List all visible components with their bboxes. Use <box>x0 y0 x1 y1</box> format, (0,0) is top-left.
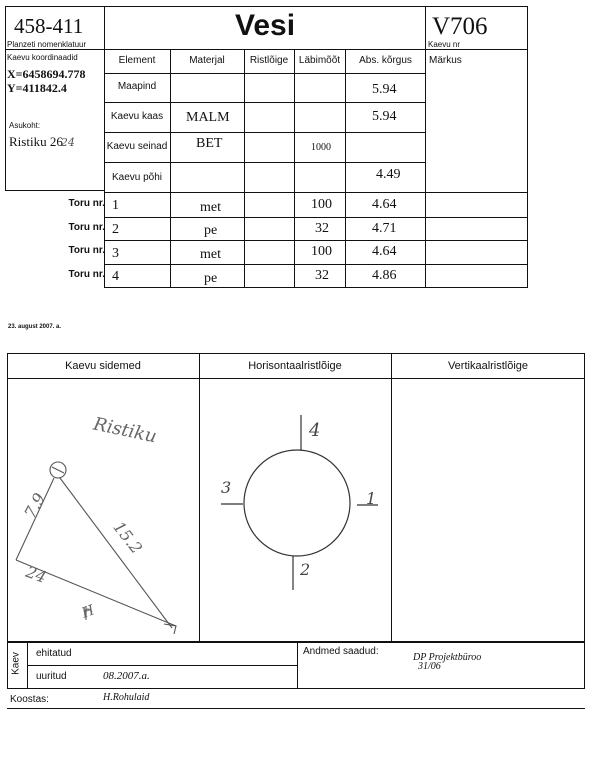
pipe-height: 4.86 <box>372 268 397 283</box>
coord-y: Y=411842.4 <box>7 81 67 95</box>
pipe-diameter: 32 <box>315 221 329 236</box>
pipe-no: 4 <box>112 269 119 284</box>
well-links-sketch <box>16 462 176 634</box>
row-element: Kaevu seinad <box>106 141 168 152</box>
footer-col-line <box>297 642 298 689</box>
date-note: 23. august 2007. a. <box>8 324 62 330</box>
col-header-diameter: Läbimõõt <box>298 55 341 66</box>
row-element: Maapind <box>117 81 157 92</box>
coords-label: Kaevu koordinaadid <box>7 53 78 62</box>
pipe-material: pe <box>204 223 218 238</box>
pipe-material: met <box>200 200 221 215</box>
well-section-circle-icon <box>244 450 350 556</box>
row-height: 5.94 <box>372 109 397 124</box>
pipe-label-bottom: 2 <box>300 560 311 579</box>
address-label: Asukoht: <box>9 121 41 130</box>
sketch-col-vertical: Vertikaalristlõige <box>447 360 529 372</box>
compiled-underline <box>7 708 585 709</box>
pipe-label: Toru nr. <box>68 198 105 209</box>
data-from-value-2: 31/06 <box>418 661 441 672</box>
pipe-height: 4.64 <box>372 244 397 259</box>
well-number: V706 <box>432 13 488 40</box>
nomenclature-value: 458-411 <box>14 14 84 38</box>
pipe-no: 2 <box>112 222 119 237</box>
pipe-no: 3 <box>112 246 119 261</box>
pipe-label: Toru nr. <box>68 245 105 256</box>
pipe-material: met <box>200 247 221 262</box>
compiled-label: Koostas: <box>10 694 49 705</box>
row-element: Kaevu kaas <box>110 111 164 122</box>
sketch-distance-b: 15.2 <box>109 517 147 558</box>
pipe-diameter: 100 <box>311 197 332 212</box>
pipe-diameter: 32 <box>315 268 329 283</box>
pipe-label-top: 4 <box>309 420 321 441</box>
pipe-label-right: 1 <box>366 489 377 508</box>
pipe-height: 4.64 <box>372 197 397 212</box>
footer-side-label: Kaev <box>10 652 22 675</box>
well-number-label: Kaevu nr <box>428 40 461 49</box>
row-material: MALM <box>186 110 230 125</box>
pipe-height: 4.71 <box>372 221 397 236</box>
col-header-height: Abs. kõrgus <box>359 55 412 66</box>
built-label: ehitatud <box>36 648 72 659</box>
pipe-material: pe <box>204 271 218 286</box>
pipe-diameter: 100 <box>311 244 332 259</box>
data-from-value: DP Projektbüroo <box>413 652 482 663</box>
surveyed-label: uuritud <box>36 671 67 682</box>
address-text: Ristiku 26 <box>9 134 63 149</box>
row-height: 5.94 <box>372 82 397 97</box>
sketch-distance-c: 24 <box>23 562 49 587</box>
row-height: 4.49 <box>376 167 401 182</box>
pipe-no: 1 <box>112 198 119 213</box>
sketch-street-name: Ristiku <box>91 413 159 448</box>
sketch-distance-a: 7.9 <box>20 489 50 522</box>
surveyed-value: 08.2007.a. <box>103 670 150 682</box>
row-material: BET <box>196 136 223 151</box>
pipe-label-left: 3 <box>221 478 232 497</box>
pipe-label: Toru nr. <box>68 222 105 233</box>
sketch-letter-h: H <box>79 602 97 622</box>
compiled-value: H.Rohulaid <box>103 692 150 703</box>
page-title: Vesi <box>234 9 296 42</box>
address-handwritten: 24 <box>60 136 75 149</box>
col-header-section: Ristlõige <box>249 55 289 66</box>
data-from-label: Andmed saadud: <box>303 646 379 657</box>
col-header-material: Materjal <box>189 55 225 66</box>
remarks-label: Märkus <box>429 55 462 66</box>
pipe-label: Toru nr. <box>68 269 105 280</box>
col-header-element: Element <box>118 55 156 66</box>
row-element: Kaevu põhi <box>111 172 163 183</box>
row-diameter: 1000 <box>311 142 331 153</box>
footer-row-line <box>27 665 297 666</box>
sketch-col-links: Kaevu sidemed <box>65 360 141 372</box>
coord-x: X=6458694.778 <box>7 67 86 81</box>
nomenclature-label: Planzeti nomenklatuur <box>7 40 87 49</box>
sketch-col-horizontal: Horisontaalristlõige <box>248 360 342 372</box>
